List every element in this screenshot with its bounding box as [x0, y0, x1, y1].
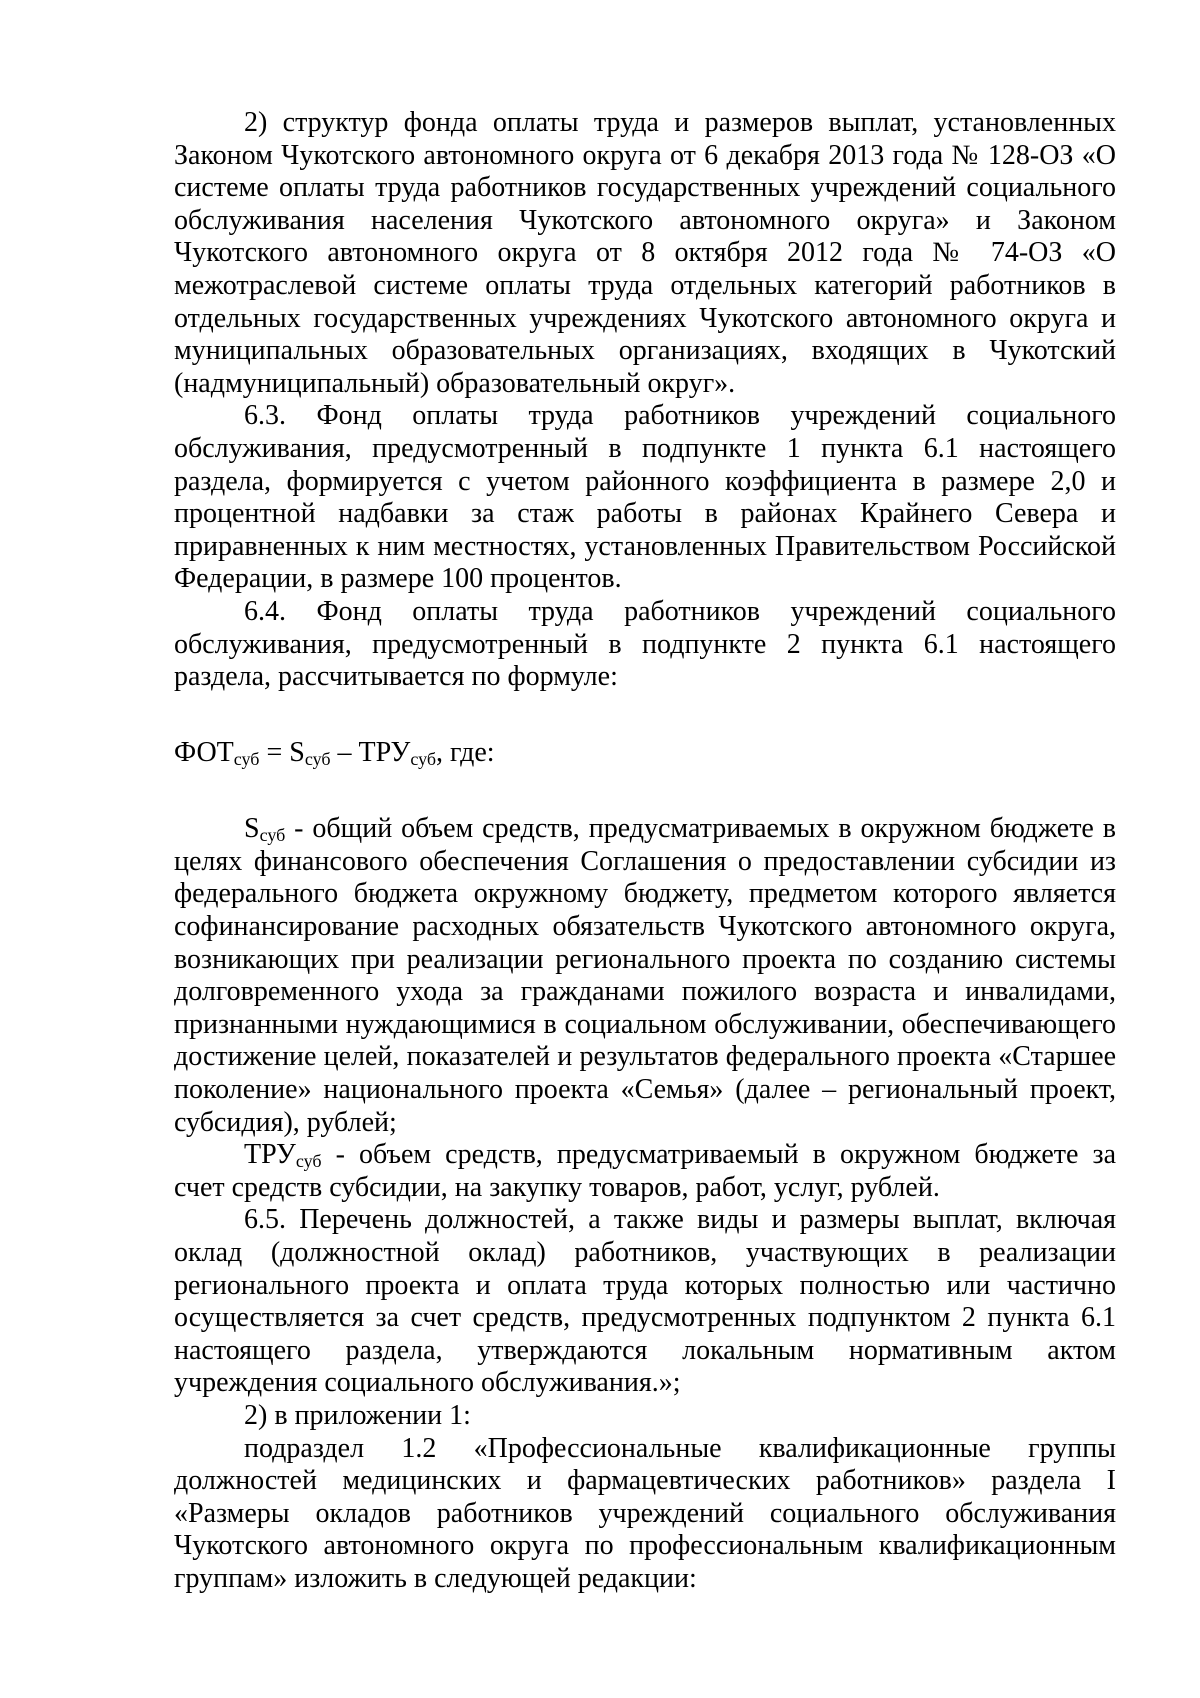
paragraph-subsection-1-2: подраздел 1.2 «Профессиональные квалификационные группы должностей медицинских и фармацевтических работников» раздела I «Размеры окладов работников учреждений социального обслуживания Чукотского автономного округа по профессиональным квалификационным группам» изложить в следующей редакции:: [174, 1432, 1116, 1594]
term-tru: ТРУ: [244, 1139, 296, 1171]
definition-s: - общий объем средств, предусматриваемых в окружном бюджете в целях финансового обеспечения Соглашения о предоставлении субсидии из федерального бюджета окружному бюджету, предметом которого является софинансирование расходных обязательств Чукотского автономного округа, возникающих при реализации регионального проекта по созданию системы долговременного ухода за гражданами пожилого возраста и инвалидами, признанными нуждающимися в социальном обслуживании, обеспечивающего достижение целей, показателей и результатов федерального проекта «Старшее поколение» национального проекта «Семья» (далее – региональный проект, субсидия), рублей;: [174, 813, 1116, 1138]
paragraph-appendix-1: 2) в приложении 1:: [244, 1399, 471, 1431]
formula-fot: ФОТ: [174, 736, 234, 768]
term-sub: суб: [259, 825, 286, 846]
paragraph-fot-structure: 2) структур фонда оплаты труда и размеров выплат, установленных Законом Чукотского автономного округа от 6 декабря 2013 года № 128-ОЗ «О системе оплаты труда работников государственных учреждений социального обслуживания населения Чукотского автономного округа» и Законом Чукотского автономного округа от 8 октября 2012 года № 74-ОЗ «О межотраслевой системе оплаты труда отдельных категорий работников в отдельных государственных учреждениях Чукотского автономного округа и муниципальных образовательных организациях, входящих в Чукотский (надмуниципальный) образовательный округ».: [174, 107, 1116, 399]
formula-minus: –: [330, 736, 359, 768]
paragraph-s-sub-definition: [174, 813, 1116, 1139]
formula-sub: суб: [410, 748, 437, 769]
paragraph-tru-sub-definition: [174, 1139, 1116, 1204]
formula-tail: , где:: [436, 736, 495, 768]
paragraph-6-3: 6.3. Фонд оплаты труда работников учреждений социального обслуживания, предусмотренный в подпункте 1 пункта 6.1 настоящего раздела, формируется с учетом районного коэффициента в размере 2,0 и процентной надбавки за стаж работы в районах Крайнего Севера и приравненных к ним местностях, установленных Правительством Российской Федерации, в размере 100 процентов.: [174, 400, 1116, 595]
term-sub: суб: [295, 1151, 322, 1172]
formula: [174, 737, 1116, 770]
formula-sub: суб: [304, 748, 331, 769]
definition-tru: - объем средств, предусматриваемый в окружном бюджете за счет средств субсидии, на закупку товаров, работ, услуг, рублей.: [174, 1139, 1116, 1203]
formula-tru: ТРУ: [358, 736, 411, 768]
term-s: S: [244, 813, 260, 845]
paragraph-6-5: 6.5. Перечень должностей, а также виды и размеры выплат, включая оклад (должностной оклад) работников, участвующих в реализации регионального проекта и оплата труда которых полностью или частично осуществляется за счет средств, предусмотренных подпунктом 2 пункта 6.1 настоящего раздела, утверждаются локальным нормативным актом учреждения социального обслуживания.»;: [174, 1204, 1116, 1399]
paragraph-6-4: 6.4. Фонд оплаты труда работников учреждений социального обслуживания, предусмотренный в подпункте 2 пункта 6.1 настоящего раздела, рассчитывается по формуле:: [174, 595, 1116, 693]
formula-sub: суб: [233, 748, 260, 769]
formula-eq: =: [259, 736, 290, 768]
formula-s: S: [289, 736, 305, 768]
